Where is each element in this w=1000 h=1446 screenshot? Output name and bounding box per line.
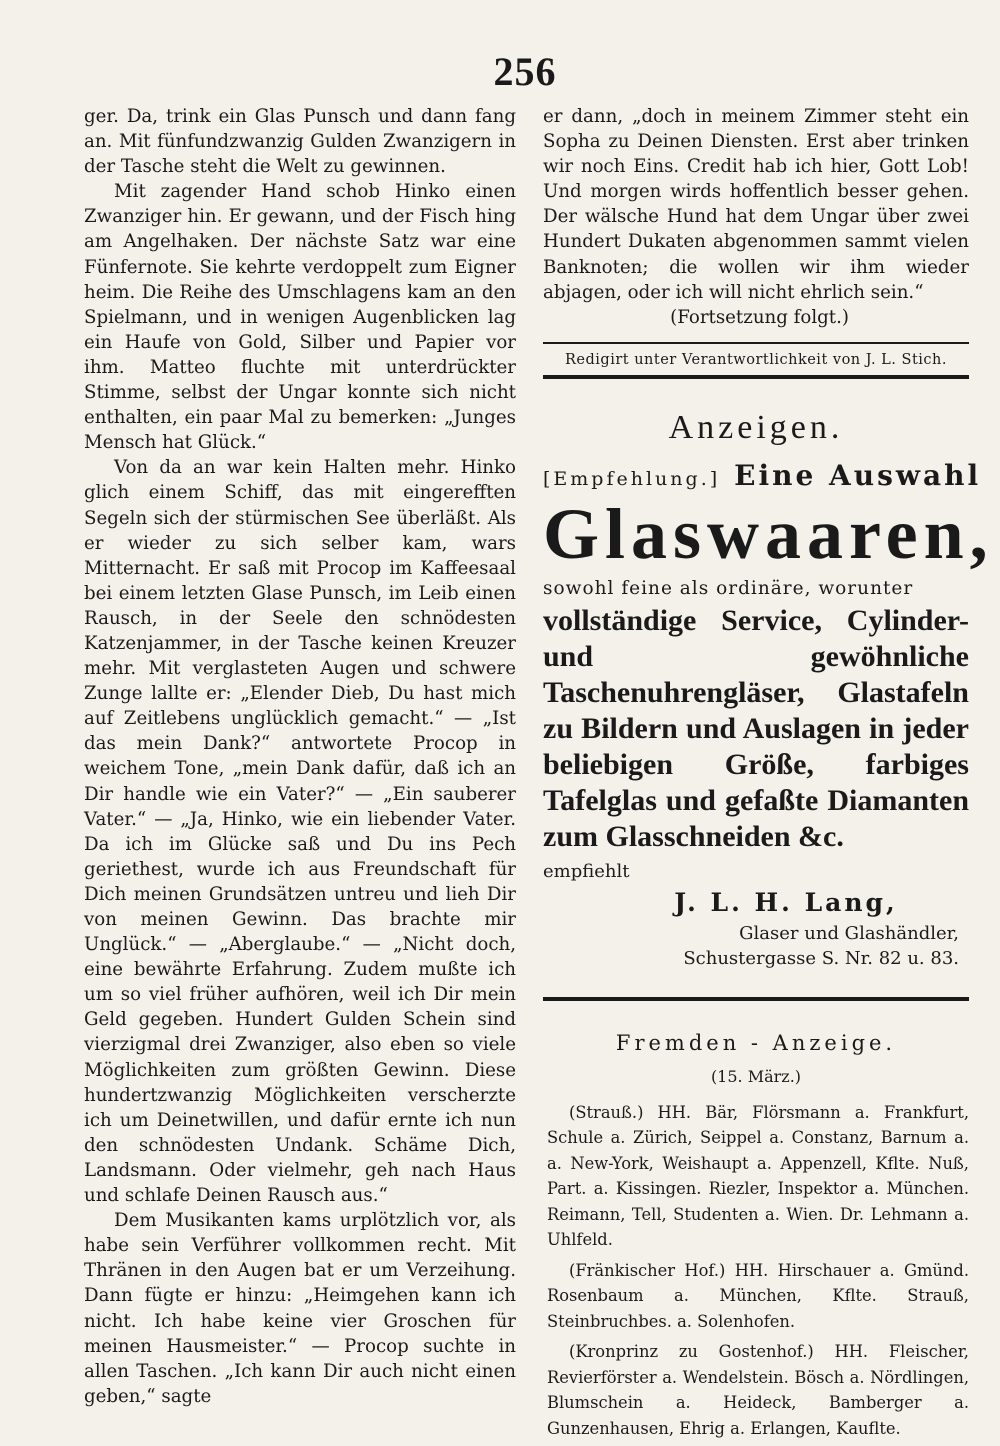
page-number: 256 — [493, 49, 557, 94]
paragraph: Dem Musikanten kams urplötzlich vor, als habe sein Verführer vollkommen recht. Mit Thränen in den Augen bat er um Verzeihung. Dann fügte er hinzu: „Heimgehen kann ich nicht. Ich habe keine vier Groschen für meinen Hausmeister.“ — Procop suchte in allen Taschen. „Ich kann Dir auch nicht einen geben,“ sagte — [84, 1210, 516, 1407]
right-column — [543, 104, 994, 1446]
ad-occupation: Glaser und Glashändler, — [739, 922, 959, 944]
ad-label: [Empfehlung.] — [543, 467, 721, 490]
advertisement — [543, 458, 994, 971]
ads-heading: Anzeigen. — [668, 408, 844, 446]
fremden-heading: Fremden - Anzeige. — [615, 1030, 897, 1055]
list-item: (Strauß.) HH. Bär, Flörsmann a. Frankfurt, Schule a. Zürich, Seippel a. Constanz, Barnum a. a. New-York, Weishaupt a. Appenzell, Kflte. Nuß, Part. a. Kissingen. Riezler, Inspektor a. München. Reimann, Tell, Studenten a. Wien. Dr. Lehmann a. Uhlfeld. — [547, 1102, 969, 1250]
ad-selection: Eine Auswahl — [734, 458, 982, 492]
divider-thick — [543, 997, 969, 1001]
ad-recommends: empfiehlt — [543, 860, 630, 882]
divider-thick — [543, 375, 969, 379]
fremden-section — [543, 1031, 969, 1442]
paragraph: Von da an war kein Halten mehr. Hinko glich einem Schiff, das mit eingerefften Segeln sich der stürmischen See überläßt. Als er wieder zu sich selber kam, wars Mitternacht. Er saß mit Procop im Kaffeesaal bei einem letzten Glase Punsch, im Leib einen Rausch, in der Seele den schnödesten Katzenjammer, in der Tasche keinen Kreuzer mehr. Mit verglasteten Augen und schwere Zunge lallte er: „Elender Dieb, Du hast mich auf Zeitlebens unglücklich gemacht.“ — „Ist das mein Dank?“ antwortete Procop in weichem Tone, „mein Dank dafür, daß ich an Dir handle wie ein Vater?“ — „Ein sauberer Vater.“ — „Ja, Hinko, wie ein liebender Vater. Da ich im Glücke saß und Du ins Pech geriethest, wurde ich aus Freundschaft für Dich meinen Grundsätzen untreu und lieh Dir von meinen Gewinn. Das brachte mir Unglück.“ — „Aberglaube.“ — „Nicht doch, eine bewährte Erfahrung. Zudem mußte ich um so viel früher aufhören, weil ich Dir mein Geld gegeben. Hundert Gulden Schein sind vierzigmal drei Zwanziger, also eben so viele Möglichkeiten zum größten Gewinn. Diese hundertzwanzig Möglichkeiten verscherzte ich um Deinetwillen, und dafür ernte ich nun den schnödesten Undank. Schäme Dich, Landsmann. Oder vielmehr, geh nach Haus und schlafe Deinen Rausch aus.“ — [84, 457, 516, 1207]
ad-product-list: vollständige Service, Cylinder- und gewöhnliche Taschenuhrengläser, Glastafeln zu Bildern und Auslagen in jeder beliebigen Größe, farbiges Tafelglas und gefaßte Diamanten zum Glasschneiden &c. — [543, 603, 969, 853]
list-item: (Kronprinz zu Gostenhof.) HH. Fleischer, Revierförster a. Wendelstein. Bösch a. Nördlingen, Blumschein a. Heideck, Bamberger a. Gunzenhausen, Ehrig a. Erlangen, Kauflte. — [547, 1342, 969, 1438]
ad-firm-name: J. L. H. Lang, — [674, 887, 898, 917]
ad-product: Glaswaaren, — [543, 493, 994, 574]
ad-headline — [543, 458, 982, 492]
story-conclusion: er dann, „doch in meinem Zimmer steht ein Sopha zu Deinen Diensten. Erst aber trinken wir noch Eins. Credit hab ich hier, Gott Lob! Und morgen wirds hoffentlich besser gehen. Der wälsche Hund hat dem Ungar über zwei Hundert Dukaten abgenommen sammt vielen Banknoten; die wollen wir ihm wieder abjagen, oder ich will nicht ehrlich sein.“ — [543, 106, 969, 303]
ad-address: Schustergasse S. Nr. 82 u. 83. — [683, 947, 959, 969]
paragraph: ger. Da, trink ein Glas Punsch und dann fang an. Mit fünfundzwanzig Gulden Zwanzigern in der Tasche steht die Welt zu gewinnen. — [84, 106, 516, 178]
left-column — [84, 104, 516, 1409]
divider — [543, 342, 969, 344]
paragraph: Mit zagender Hand schob Hinko einen Zwanziger hin. Er gewann, und der Fisch hing am Angelhaken. Der nächste Satz war eine Fünfernote. Sie kehrte verdoppelt zum Eigner heim. Die Reihe des Umschlagens kam an den Spielmann, und in wenigen Augenblicken lag ein Haufe von Gold, Silber und Papier vor ihm. Matteo fluchte mit unterdrückter Stimme, selbst der Ungar konnte sich nicht enthalten, ein paar Mal zu bemerken: „Junges Mensch hat Glück.“ — [84, 181, 516, 454]
editor-line: Redigirt unter Verantwortlichkeit von J. L. Stich. — [565, 351, 947, 368]
ad-subline: sowohl feine als ordinäre, worunter — [543, 577, 914, 599]
fremden-date: (15. März.) — [710, 1066, 802, 1086]
continued-note: (Fortsetzung folgt.) — [670, 306, 849, 328]
list-item: (Fränkischer Hof.) HH. Hirschauer a. Gmünd. Rosenbaum a. München, Kflte. Strauß, Steinbruchbes. a. Solenhofen. — [547, 1260, 969, 1331]
